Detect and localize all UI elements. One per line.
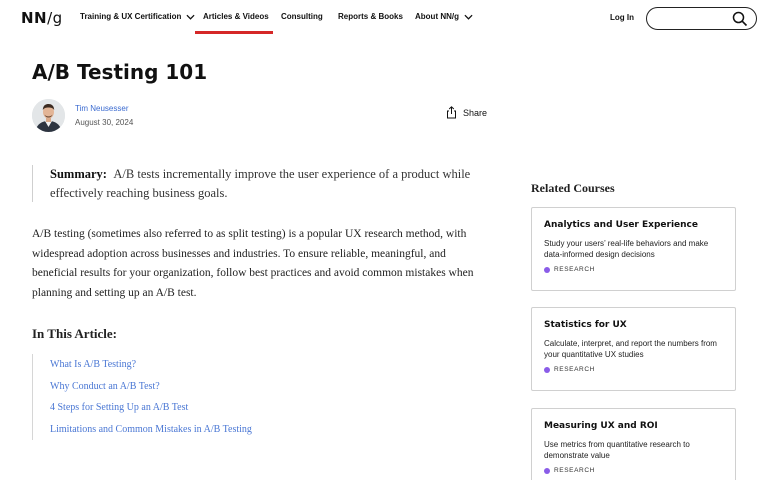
course-tag	[544, 366, 723, 373]
nav-reports-books[interactable]	[338, 12, 403, 21]
site-header	[0, 0, 768, 36]
logo-text-g: g	[52, 9, 63, 27]
summary-text: A/B tests incrementally improve the user experience of a product while effectively reaching business goals.	[50, 167, 471, 200]
table-of-contents	[32, 354, 252, 440]
course-title[interactable]: Analytics and User Experience	[544, 220, 698, 230]
course-card-analytics[interactable]	[531, 207, 736, 291]
search-box[interactable]	[646, 7, 757, 30]
course-tag-label: RESEARCH	[554, 366, 595, 373]
author-name-link[interactable]: Tim Neusesser	[75, 104, 129, 113]
tag-dot-icon	[544, 367, 550, 373]
toc-heading: In This Article:	[32, 326, 117, 341]
course-card-statistics[interactable]	[531, 307, 736, 391]
nav-consulting-label: Consulting	[281, 12, 323, 21]
nav-articles-label: Articles & Videos	[203, 12, 269, 21]
nav-training[interactable]	[80, 12, 195, 21]
search-icon[interactable]	[732, 11, 748, 27]
course-description: Study your users’ real-life behaviors and make data-informed design decisions	[544, 239, 709, 259]
article-summary	[32, 165, 492, 202]
logo-text-nn: NN	[21, 9, 48, 27]
share-icon	[446, 106, 457, 119]
nav-articles-videos[interactable]	[203, 12, 269, 21]
nng-logo[interactable]	[21, 9, 63, 27]
login-link[interactable]: Log In	[610, 13, 634, 22]
tag-dot-icon	[544, 468, 550, 474]
search-input[interactable]	[657, 12, 727, 26]
page-title: A/B Testing 101	[32, 60, 208, 84]
toc-link[interactable]: Why Conduct an A/B Test?	[50, 380, 160, 392]
publish-date: August 30, 2024	[75, 118, 134, 127]
course-tag-label: RESEARCH	[554, 266, 595, 273]
nav-reports-label: Reports & Books	[338, 12, 403, 21]
logo-text-slash: /	[47, 9, 53, 27]
chevron-down-icon	[464, 14, 473, 20]
toc-link[interactable]: 4 Steps for Setting Up an A/B Test	[50, 402, 189, 413]
nav-consulting[interactable]	[281, 12, 323, 21]
chevron-down-icon	[186, 14, 195, 20]
course-tag	[544, 467, 723, 474]
avatar-photo	[32, 99, 65, 132]
nav-about[interactable]	[415, 12, 473, 21]
course-tag-label: RESEARCH	[554, 467, 595, 474]
active-nav-indicator	[195, 31, 273, 34]
nav-about-label: About NN/g	[415, 12, 459, 21]
toc-link[interactable]: What Is A/B Testing?	[50, 359, 137, 370]
share-label: Share	[463, 107, 488, 118]
course-card-measuring[interactable]	[531, 408, 736, 480]
author-avatar[interactable]	[32, 99, 65, 132]
share-button[interactable]	[446, 106, 487, 119]
course-description: Calculate, interpret, and report the numbers from your quantitative UX studies	[544, 339, 717, 359]
tag-dot-icon	[544, 267, 550, 273]
nav-training-label: Training & UX Certification	[80, 12, 182, 21]
course-title[interactable]: Statistics for UX	[544, 320, 627, 330]
intro-paragraph: A/B testing (sometimes also referred to as split testing) is a popular UX research method, with widespread adoption across businesses and industries. To ensure reliable, meaningful, and beneficial results for your organization, follow best practices and avoid common mistakes when planning and setting up an A/B test.	[32, 228, 474, 299]
toc-link[interactable]: Limitations and Common Mistakes in A/B Testing	[50, 423, 252, 435]
course-title[interactable]: Measuring UX and ROI	[544, 421, 658, 431]
summary-label: Summary:	[50, 167, 107, 181]
related-courses-heading: Related Courses	[531, 181, 615, 195]
course-description: Use metrics from quantitative research to demonstrate value	[544, 440, 690, 460]
course-tag	[544, 266, 723, 273]
